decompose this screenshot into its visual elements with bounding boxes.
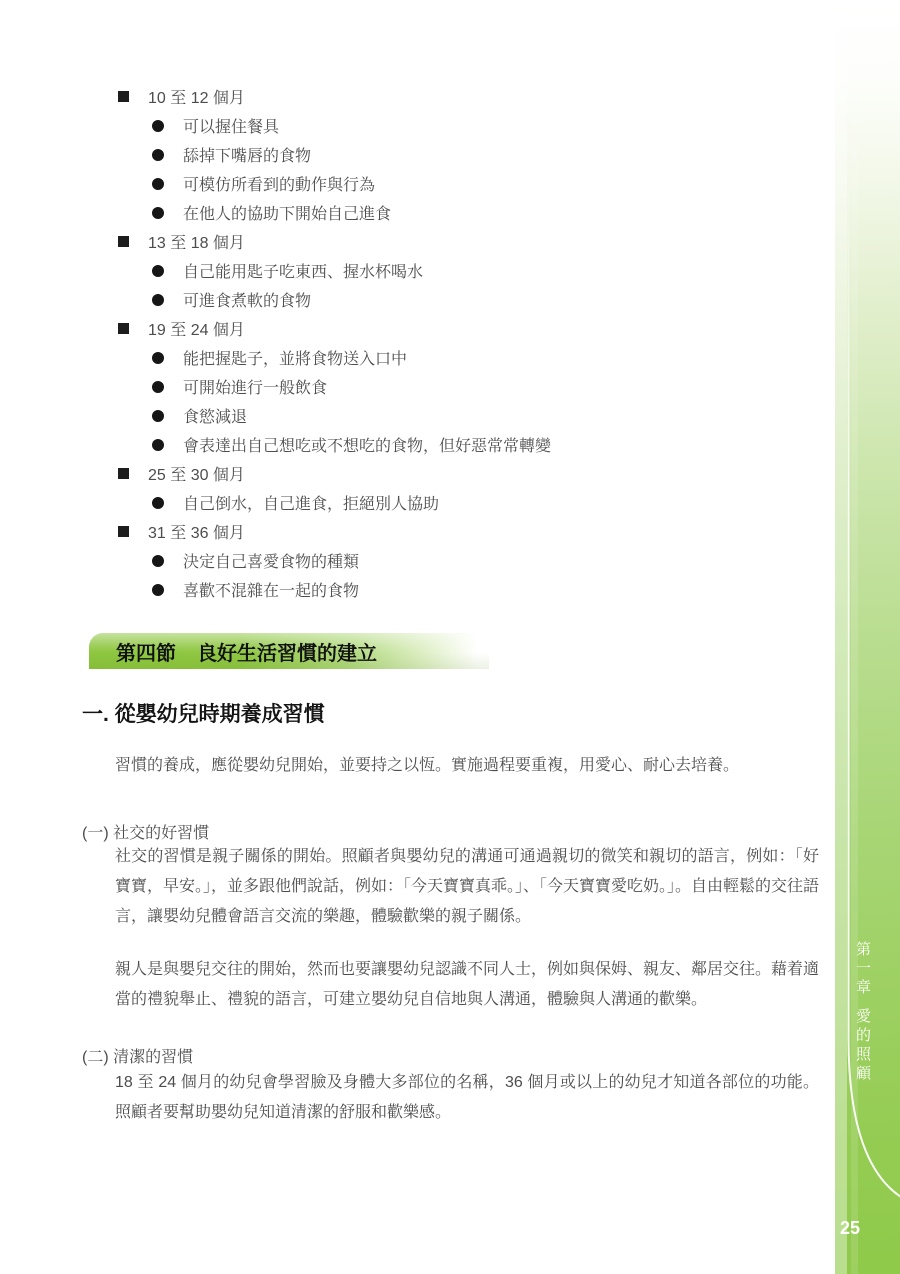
milestone-item-label: 舔掉下嘴唇的食物 [183, 148, 312, 165]
subsection-1-paragraph-2: 親人是與嬰兒交往的開始，然而也要讓嬰幼兒認識不同人士，例如與保姆、親友、鄰居交往。藉着適當的禮貌舉止、禮貌的語言，可建立嬰幼兒自信地與人溝通，體驗與人溝通的歡樂。 [115, 961, 820, 1008]
circle-bullet-icon [152, 149, 164, 161]
milestone-item-row [118, 343, 738, 372]
subsection-1-label: (一) 社交的好習慣 [82, 825, 210, 842]
subsection-2-paragraph-1: 18 至 24 個月的幼兒會學習臉及身體大多部位的名稱，36 個月或以上的幼兒才知道各部位的功能。照顧者要幫助嬰幼兒知道清潔的舒服和歡樂感。 [115, 1074, 819, 1121]
square-bullet-icon [118, 468, 129, 479]
intro-paragraph: 習慣的養成，應從嬰幼兒開始，並要持之以恆。實施過程要重複，用愛心、耐心去培養。 [115, 757, 740, 774]
milestone-item-label: 可模仿所看到的動作與行為 [183, 177, 376, 194]
milestone-item-row [118, 285, 738, 314]
milestone-item-row [118, 546, 738, 575]
milestone-item-label: 喜歡不混雜在一起的食物 [183, 583, 360, 600]
circle-bullet-icon [152, 294, 164, 306]
milestone-item-row [118, 198, 738, 227]
milestone-item-row [118, 488, 738, 517]
circle-bullet-icon [152, 381, 164, 393]
square-bullet-icon [118, 236, 129, 247]
circle-bullet-icon [152, 497, 164, 509]
subsection-1-paragraph-1: 社交的習慣是親子關係的開始。照顧者與嬰幼兒的溝通可通過親切的微笑和親切的語言，例如：「好寶寶，早安。」，並多跟他們說話，例如：「今天寶寶真乖。」、「今天寶寶愛吃奶。」。自由輕鬆的交往語言，讓嬰幼兒體會語言交流的樂趣，體驗歡樂的親子關係。 [115, 848, 820, 925]
milestone-item-row [118, 111, 738, 140]
milestone-item-label: 可開始進行一般飲食 [183, 380, 328, 397]
main-heading: 一. 從嬰幼兒時期養成習慣 [82, 703, 325, 726]
section-title: 良好生活習慣的建立 [197, 642, 377, 665]
milestone-age-label: 25 至 30 個月 [148, 467, 245, 484]
milestone-item-label: 決定自己喜愛食物的種類 [183, 554, 360, 571]
milestone-item-row [118, 575, 738, 604]
milestone-age-row [118, 227, 738, 256]
sidebar-chapter-vertical-text [852, 941, 873, 1084]
page-number: 25 [840, 1218, 861, 1238]
circle-bullet-icon [152, 120, 164, 132]
section-header-bar [89, 633, 489, 669]
milestone-item-label: 會表達出自己想吃或不想吃的食物，但好惡常常轉變 [183, 438, 552, 455]
milestone-item-label: 在他人的協助下開始自己進食 [183, 206, 392, 223]
milestone-age-row [118, 82, 738, 111]
feeding-milestones-list [118, 82, 738, 604]
milestone-item-label: 可進食煮軟的食物 [183, 293, 312, 310]
circle-bullet-icon [152, 178, 164, 190]
circle-bullet-icon [152, 584, 164, 596]
circle-bullet-icon [152, 439, 164, 451]
milestone-age-label: 13 至 18 個月 [148, 235, 245, 252]
circle-bullet-icon [152, 352, 164, 364]
milestone-item-row [118, 140, 738, 169]
milestone-age-row [118, 517, 738, 546]
milestone-age-row [118, 459, 738, 488]
milestone-item-label: 自己倒水，自己進食，拒絕別人協助 [183, 496, 440, 513]
circle-bullet-icon [152, 410, 164, 422]
circle-bullet-icon [152, 207, 164, 219]
milestone-item-label: 能把握匙子，並將食物送入口中 [183, 351, 408, 368]
milestone-item-row [118, 430, 738, 459]
circle-bullet-icon [152, 555, 164, 567]
milestone-age-row [118, 314, 738, 343]
milestone-age-label: 19 至 24 個月 [148, 322, 245, 339]
square-bullet-icon [118, 323, 129, 334]
section-number: 第四節 [116, 642, 176, 665]
milestone-age-label: 10 至 12 個月 [148, 90, 245, 107]
chapter-title: 愛的照顧 [854, 1008, 871, 1084]
square-bullet-icon [118, 526, 129, 537]
circle-bullet-icon [152, 265, 164, 277]
milestone-age-label: 31 至 36 個月 [148, 525, 245, 542]
milestone-item-label: 自己能用匙子吃東西、握水杯喝水 [183, 264, 424, 281]
milestone-item-label: 食慾減退 [183, 409, 248, 426]
milestone-item-row [118, 256, 738, 285]
milestone-item-label: 可以握住餐具 [183, 119, 280, 136]
milestone-item-row [118, 372, 738, 401]
square-bullet-icon [118, 91, 129, 102]
milestone-item-row [118, 169, 738, 198]
milestone-item-row [118, 401, 738, 430]
subsection-2-label: (二) 清潔的習慣 [82, 1049, 194, 1066]
chapter-number: 第一章 [854, 941, 871, 998]
